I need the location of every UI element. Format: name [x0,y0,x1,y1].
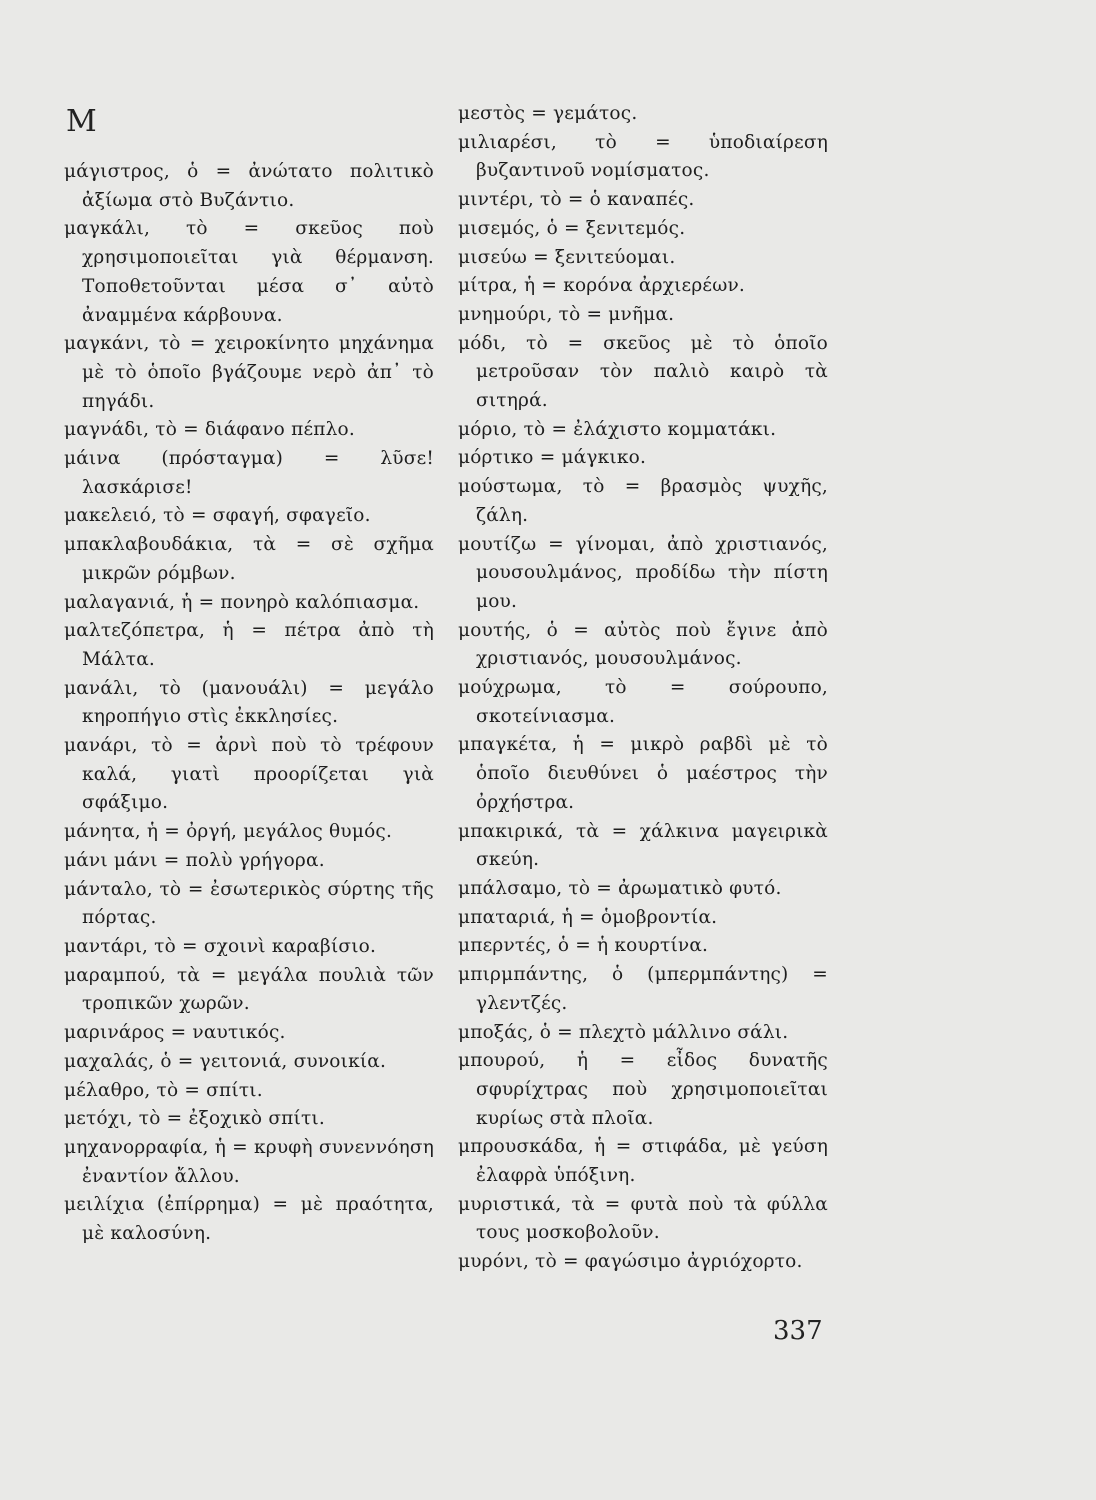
glossary-entry: μάγιστρος, ὁ = ἀνώτατο πολιτικὸ ἀξίωμα στὸ Βυζάντιο. [64,161,434,211]
glossary-entry: μηχανορραφία, ἡ = κρυφὴ συνεννόηση ἐναντίον ἄλλου. [64,1136,434,1187]
glossary-entry: μαλαγανιά, ἡ = πονηρὸ καλόπιασμα. [64,591,420,613]
glossary-entry: μπακιρικά, τὰ = χάλκινα μαγειρικὰ σκεύη. [458,820,828,871]
glossary-entry: μιλιαρέσι, τὸ = ὑποδιαίρεση βυζαντινοῦ νομίσματος. [458,131,828,182]
glossary-entry: μνημούρι, τὸ = μνῆμα. [458,303,675,325]
glossary-entry: μπαγκέτα, ἡ = μικρὸ ραβδὶ μὲ τὸ ὁποῖο διευθύνει ὁ μαέστρος τὴν ὀρχήστρα. [458,734,828,813]
glossary-entry: μάνταλο, τὸ = ἐσωτερικὸς σύρτης τῆς πόρτας. [64,878,434,929]
glossary-entry: μυρόνι, τὸ = φαγώσιμο ἀγριόχορτο. [458,1251,803,1273]
glossary-entry: μέλαθρο, τὸ = σπίτι. [64,1079,263,1101]
glossary-entry: μαγκάνι, τὸ = χειροκίνητο μηχάνημα μὲ τὸ ὁποῖο βγάζουμε νερὸ ἀπ᾽ τὸ πηγάδι. [64,333,434,412]
glossary-entry: μουτίζω = γίνομαι, ἀπὸ χριστιανός, μουσουλμάνος, προδίδω τὴν πίστη μου. [458,533,828,612]
glossary-entry: μποξάς, ὁ = πλεχτὸ μάλλινο σάλι. [458,1021,789,1043]
glossary-entry: μειλίχια (ἐπίρρημα) = μὲ πραότητα, μὲ καλοσύνη. [64,1194,434,1245]
glossary-entry: μπαταριά, ἡ = ὁμοβροντία. [458,906,718,928]
left-column [64,158,434,1249]
glossary-entry: μίτρα, ἡ = κορόνα ἀρχιερέων. [458,275,746,297]
glossary-entry: μούστωμα, τὸ = βρασμὸς ψυχῆς, ζάλη. [458,476,828,526]
glossary-entry: μόριο, τὸ = ἐλάχιστο κομματάκι. [458,418,777,440]
glossary-entry: μπερντές, ὁ = ἡ κουρτίνα. [458,935,709,957]
glossary-entry: μαχαλάς, ὁ = γειτονιά, συνοικία. [64,1050,387,1072]
glossary-entry: μισεύω = ξενιτεύομαι. [458,246,676,268]
glossary-entry: μακελειό, τὸ = σφαγή, σφαγεῖο. [64,505,371,527]
glossary-entry: μαρινάρος = ναυτικός. [64,1022,286,1044]
glossary-entry: μιντέρι, τὸ = ὁ καναπές. [458,189,695,211]
glossary-entry: μπάλσαμο, τὸ = ἀρωματικὸ φυτό. [458,877,782,899]
glossary-entry: μούχρωμα, τὸ = σούρουπο, σκοτείνιασμα. [458,677,828,727]
glossary-entry: μπρουσκάδα, ἡ = στιφάδα, μὲ γεύση ἐλαφρὰ ὑπόξινη. [458,1136,828,1187]
glossary-entry: μάινα (πρόσταγμα) = λῦσε! λασκάρισε! [64,448,434,498]
glossary-entry: μουτής, ὁ = αὐτὸς ποὺ ἔγινε ἀπὸ χριστιανός, μουσουλμάνος. [458,619,828,670]
glossary-entry: μαλτεζόπετρα, ἡ = πέτρα ἀπὸ τὴ Μάλτα. [64,620,434,670]
glossary-entry: μπιρμπάντης, ὁ (μπερμπάντης) = γλεντζές. [458,964,828,1014]
glossary-entry: μόρτικο = μάγκικο. [458,447,647,469]
glossary-entry: μπακλαβουδάκια, τὰ = σὲ σχῆμα μικρῶν ρόμβων. [64,534,434,584]
section-letter: Μ [66,104,97,139]
glossary-entry: μισεμός, ὁ = ξενιτεμός. [458,217,686,239]
glossary-entry: μαντάρι, τὸ = σχοινὶ καραβίσιο. [64,935,377,957]
glossary-entry: μετόχι, τὸ = ἐξοχικὸ σπίτι. [64,1108,325,1130]
glossary-entry: μπουρού, ἡ = εἶδος δυνατῆς σφυρίχτρας ποὺ χρησιμοποιεῖται κυρίως στὰ πλοῖα. [458,1050,828,1129]
glossary-entry: μάνι μάνι = πολὺ γρήγορα. [64,849,325,871]
glossary-entry: μόδι, τὸ = σκεῦος μὲ τὸ ὁποῖο μετροῦσαν τὸν παλιὸ καιρὸ τὰ σιτηρά. [458,332,828,412]
right-column [458,100,828,1277]
glossary-entry: μυριστικά, τὰ = φυτὰ ποὺ τὰ φύλλα τους μοσκοβολοῦν. [458,1193,828,1244]
glossary-entry: μανάλι, τὸ (μανουάλι) = μεγάλο κηροπήγιο στὶς ἐκκλησίες. [64,677,434,728]
glossary-entry: μανάρι, τὸ = ἀρνὶ ποὺ τὸ τρέφουν καλά, γιατὶ προορίζεται γιὰ σφάξιμο. [64,735,434,814]
glossary-entry: μάνητα, ἡ = ὀργή, μεγάλος θυμός. [64,821,393,843]
glossary-entry: μαγνάδι, τὸ = διάφανο πέπλο. [64,419,355,441]
glossary-entry: μαραμπού, τὰ = μεγάλα πουλιὰ τῶν τροπικῶν χωρῶν. [64,964,434,1015]
page-number: 337 [773,1316,823,1346]
glossary-entry: μεστὸς = γεμάτος. [458,103,638,124]
glossary-entry: μαγκάλι, τὸ = σκεῦος ποὺ χρησιμοποιεῖται γιὰ θέρμανση. Τοποθετοῦνται μέσα σ᾽ αὐτὸ ἀναμμένα κάρβουνα. [64,218,434,326]
